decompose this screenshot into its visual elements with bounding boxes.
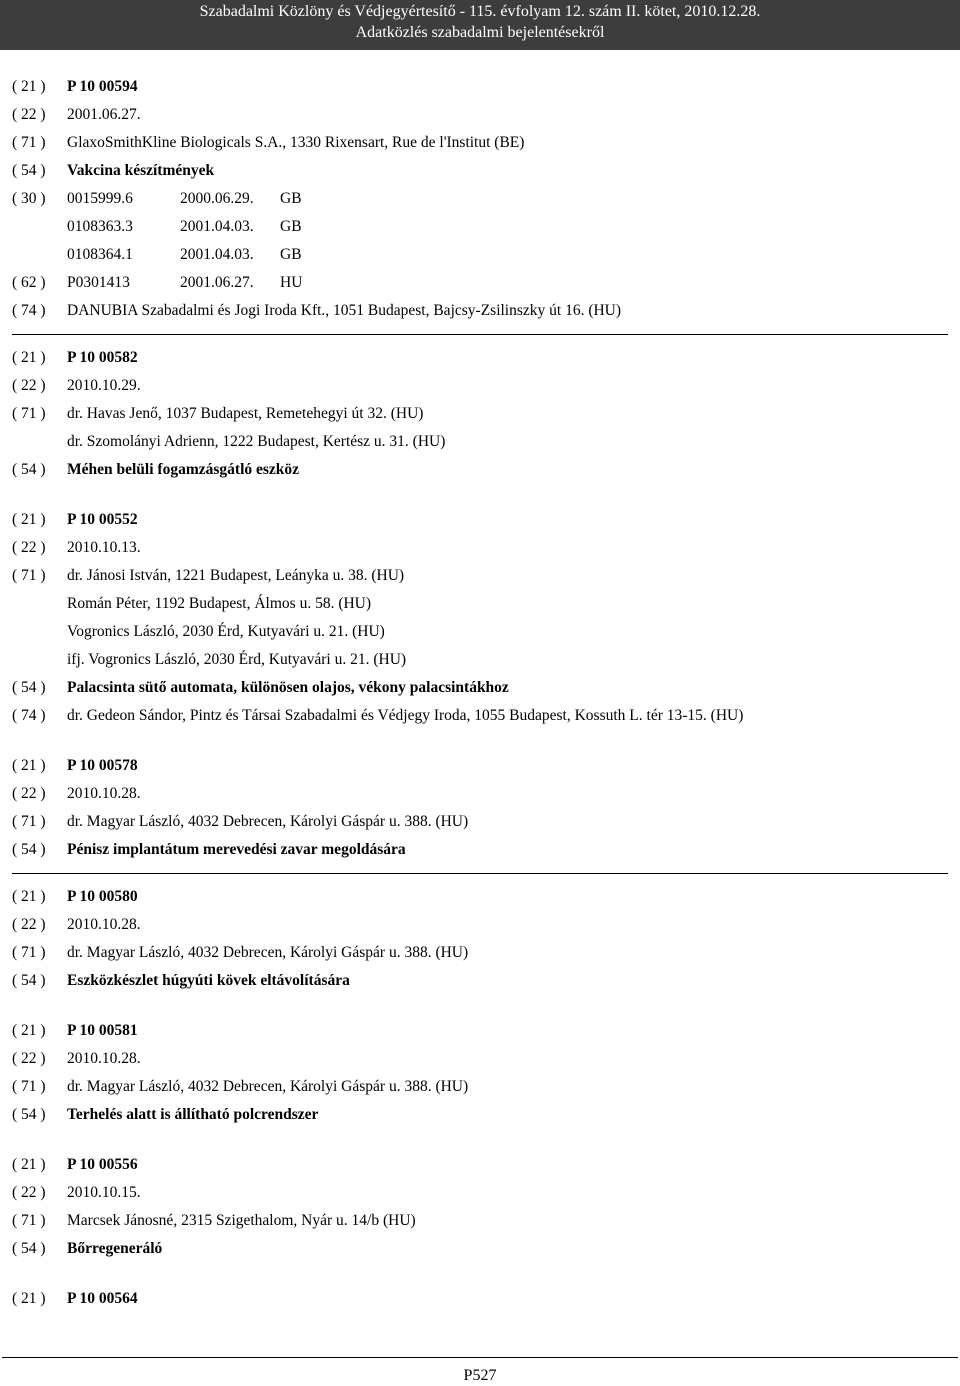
invention-title: Eszközkészlet húgyúti kövek eltávolítására <box>67 972 350 989</box>
field-22 <box>12 101 948 129</box>
application-number: P 10 00581 <box>67 1022 138 1039</box>
patent-list <box>12 73 948 1313</box>
patent-entry <box>12 1017 948 1129</box>
field-54 <box>12 1101 948 1129</box>
field-74 <box>12 702 948 730</box>
field-code: ( 21 ) <box>12 888 46 905</box>
application-number: P 10 00564 <box>67 1290 138 1307</box>
field-code: ( 71 ) <box>12 944 46 961</box>
priority-date: 2001.04.03. <box>180 246 254 263</box>
field-74 <box>12 297 948 325</box>
entry-gap <box>12 1129 948 1151</box>
filing-date: 2010.10.15. <box>67 1184 141 1201</box>
filing-date: 2010.10.28. <box>67 1050 141 1067</box>
entry-separator <box>12 873 948 874</box>
journal-title: Szabadalmi Közlöny és Védjegyértesítő - 115. évfolyam 12. szám II. kötet, 2010.12.28. <box>199 3 761 20</box>
field-code: ( 54 ) <box>12 461 46 478</box>
field-code: ( 22 ) <box>12 916 46 933</box>
invention-title: Pénisz implantátum merevedési zavar megoldására <box>67 841 406 858</box>
priority-number: 0015999.6 <box>67 190 133 207</box>
representative: dr. Gedeon Sándor, Pintz és Társai Szabadalmi és Védjegy Iroda, 1055 Budapest, Kossuth L. tér 13-15. (HU) <box>67 707 744 724</box>
application-number: P 10 00556 <box>67 1156 138 1173</box>
entry-gap <box>12 730 948 752</box>
field-code: ( 21 ) <box>12 511 46 528</box>
field-code: ( 74 ) <box>12 302 46 319</box>
applicant: dr. Magyar László, 4032 Debrecen, Károlyi Gáspár u. 388. (HU) <box>67 813 469 830</box>
field-21 <box>12 506 948 534</box>
field-code: ( 21 ) <box>12 1022 46 1039</box>
applicant-line <box>12 428 948 456</box>
invention-title: Terhelés alatt is állítható polcrendszer <box>67 1106 319 1123</box>
field-54 <box>12 456 948 484</box>
field-21 <box>12 344 948 372</box>
field-code: ( 71 ) <box>12 813 46 830</box>
priority-line <box>12 241 948 269</box>
field-71 <box>12 1207 948 1235</box>
entry-gap <box>12 995 948 1017</box>
field-code: ( 71 ) <box>12 1212 46 1229</box>
field-22 <box>12 1045 948 1073</box>
field-code: ( 22 ) <box>12 539 46 556</box>
patent-entry <box>12 1285 948 1313</box>
field-71 <box>12 129 948 157</box>
field-71 <box>12 400 948 428</box>
priority-date: 2001.04.03. <box>180 218 254 235</box>
field-code: ( 71 ) <box>12 567 46 584</box>
field-22 <box>12 534 948 562</box>
field-code: ( 62 ) <box>12 274 46 291</box>
filing-date: 2010.10.28. <box>67 916 141 933</box>
applicant: Vogronics László, 2030 Érd, Kutyavári u. 21. (HU) <box>67 623 385 640</box>
applicant: dr. Havas Jenő, 1037 Budapest, Remetehegyi út 32. (HU) <box>67 405 424 422</box>
field-21 <box>12 752 948 780</box>
field-54 <box>12 1235 948 1263</box>
priority-number: 0108364.1 <box>67 246 133 263</box>
patent-entry <box>12 1151 948 1263</box>
field-code: ( 21 ) <box>12 78 46 95</box>
field-code: ( 54 ) <box>12 1240 46 1257</box>
field-54 <box>12 674 948 702</box>
field-22 <box>12 372 948 400</box>
field-22 <box>12 1179 948 1207</box>
application-number: P 10 00578 <box>67 757 138 774</box>
field-code: ( 54 ) <box>12 162 46 179</box>
representative: DANUBIA Szabadalmi és Jogi Iroda Kft., 1051 Budapest, Bajcsy-Zsilinszky út 16. (HU) <box>67 302 622 319</box>
field-62 <box>12 269 948 297</box>
field-71 <box>12 808 948 836</box>
filing-date: 2010.10.28. <box>67 785 141 802</box>
entry-gap <box>12 484 948 506</box>
patent-entry <box>12 506 948 730</box>
patent-entry <box>12 73 948 325</box>
application-number: P 10 00580 <box>67 888 138 905</box>
priority-country: GB <box>280 218 302 235</box>
field-code: ( 22 ) <box>12 1184 46 1201</box>
applicant: GlaxoSmithKline Biologicals S.A., 1330 Rixensart, Rue de l'Institut (BE) <box>67 134 525 151</box>
filing-date: 2001.06.27. <box>67 106 141 123</box>
applicant: dr. Jánosi István, 1221 Budapest, Leányka u. 38. (HU) <box>67 567 405 584</box>
priority-date: 2000.06.29. <box>180 190 254 207</box>
field-21 <box>12 1151 948 1179</box>
field-code: ( 22 ) <box>12 106 46 123</box>
section-title: Adatközlés szabadalmi bejelentésekről <box>355 24 605 41</box>
field-22 <box>12 780 948 808</box>
field-71 <box>12 562 948 590</box>
field-54 <box>12 157 948 185</box>
field-21 <box>12 883 948 911</box>
field-71 <box>12 939 948 967</box>
applicant: Román Péter, 1192 Budapest, Álmos u. 58. (HU) <box>67 595 372 612</box>
field-21 <box>12 1017 948 1045</box>
application-number: P 10 00594 <box>67 78 138 95</box>
field-code: ( 22 ) <box>12 785 46 802</box>
field-30 <box>12 185 948 213</box>
parent-date: 2001.06.27. <box>180 274 254 291</box>
field-code: ( 21 ) <box>12 757 46 774</box>
priority-country: GB <box>280 246 302 263</box>
applicant: dr. Szomolányi Adrienn, 1222 Budapest, Kertész u. 31. (HU) <box>67 433 446 450</box>
parent-country: HU <box>280 274 303 291</box>
footer-rule <box>2 1357 958 1358</box>
field-code: ( 54 ) <box>12 841 46 858</box>
invention-title: Méhen belüli fogamzásgátló eszköz <box>67 461 300 478</box>
patent-entry <box>12 883 948 995</box>
invention-title: Vakcina készítmények <box>67 162 215 179</box>
applicant-line <box>12 618 948 646</box>
filing-date: 2010.10.29. <box>67 377 141 394</box>
priority-country: GB <box>280 190 302 207</box>
applicant-line <box>12 590 948 618</box>
filing-date: 2010.10.13. <box>67 539 141 556</box>
application-number: P 10 00582 <box>67 349 138 366</box>
field-code: ( 21 ) <box>12 1156 46 1173</box>
patent-entry <box>12 752 948 864</box>
priority-line <box>12 213 948 241</box>
field-code: ( 54 ) <box>12 1106 46 1123</box>
field-code: ( 71 ) <box>12 134 46 151</box>
invention-title: Palacsinta sütő automata, különösen olajos, vékony palacsintákhoz <box>67 679 509 696</box>
applicant: dr. Magyar László, 4032 Debrecen, Károlyi Gáspár u. 388. (HU) <box>67 1078 469 1095</box>
field-code: ( 21 ) <box>12 349 46 366</box>
entry-separator <box>12 334 948 335</box>
field-code: ( 54 ) <box>12 679 46 696</box>
field-code: ( 22 ) <box>12 377 46 394</box>
field-22 <box>12 911 948 939</box>
page-number: P527 <box>463 1367 497 1384</box>
field-code: ( 30 ) <box>12 190 46 207</box>
field-54 <box>12 967 948 995</box>
entry-gap <box>12 1263 948 1285</box>
field-21 <box>12 1285 948 1313</box>
field-code: ( 22 ) <box>12 1050 46 1067</box>
field-code: ( 74 ) <box>12 707 46 724</box>
field-code: ( 71 ) <box>12 1078 46 1095</box>
page-header <box>0 0 960 50</box>
applicant: ifj. Vogronics László, 2030 Érd, Kutyavári u. 21. (HU) <box>67 651 407 668</box>
field-71 <box>12 1073 948 1101</box>
field-code: ( 71 ) <box>12 405 46 422</box>
field-code: ( 21 ) <box>12 1290 46 1307</box>
field-54 <box>12 836 948 864</box>
field-21 <box>12 73 948 101</box>
invention-title: Bőrregeneráló <box>67 1240 163 1257</box>
field-code: ( 54 ) <box>12 972 46 989</box>
priority-number: 0108363.3 <box>67 218 133 235</box>
applicant: Marcsek Jánosné, 2315 Szigethalom, Nyár u. 14/b (HU) <box>67 1212 416 1229</box>
application-number: P 10 00552 <box>67 511 138 528</box>
parent-number: P0301413 <box>67 274 130 291</box>
applicant-line <box>12 646 948 674</box>
applicant: dr. Magyar László, 4032 Debrecen, Károlyi Gáspár u. 388. (HU) <box>67 944 469 961</box>
patent-entry <box>12 344 948 484</box>
